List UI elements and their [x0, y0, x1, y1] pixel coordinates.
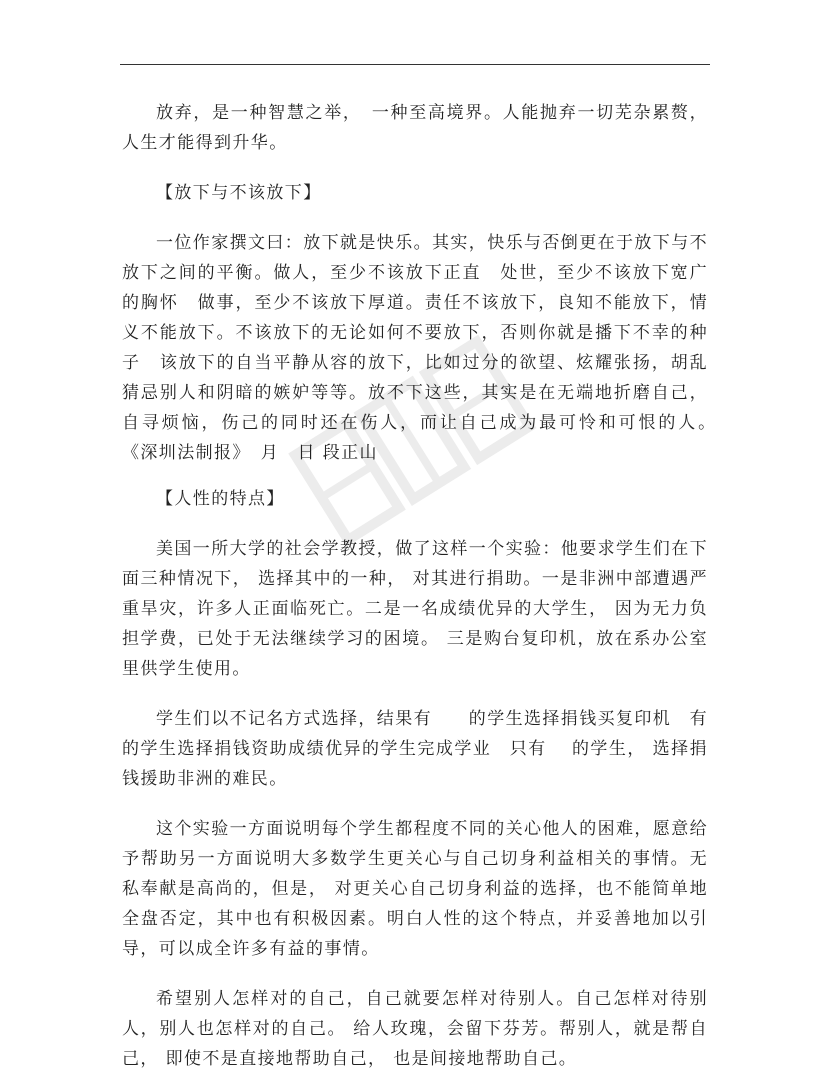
- paragraph-experiment: 美国一所大学的社会学教授，做了这样一个实验：他要求学生们在下面三种情况下， 选择其中的一种， 对其进行捐助。一是非洲中部遭遇严重旱灾，许多人正面临死亡。二是一名成绩优异的大学生， 因为无力负担学费，已处于无法继续学习的困境。 三是购台复印机，放在系办公室里供学生使用。: [122, 539, 708, 679]
- document-body: [122, 98, 745, 1074]
- header-rule: [120, 64, 710, 65]
- paragraph-analysis: 这个实验一方面说明每个学生都程度不同的关心他人的困难，愿意给予帮助另一方面说明大多数学生更关心与自己切身利益相关的事情。无私奉献是高尚的，但是， 对更关心自己切身利益的选择，也不能简单地全盘否定，其中也有积极因素。明白人性的这个特点，并妥善地加以引导，可以成全许多有益的事情。: [122, 819, 708, 959]
- heading-human-nature: 【人性的特点】: [156, 489, 285, 509]
- paragraph-treat-others: 希望别人怎样对的自己，自己就要怎样对待别人。自己怎样对待别人，别人也怎样对的自己。 给人玫瑰，会留下芬芳。帮别人，就是帮自己， 即使不是直接地帮助自己， 也是间接地帮助自己。: [122, 989, 708, 1069]
- paragraph-giving-up: 放弃，是一种智慧之举， 一种至高境界。人能抛弃一切芜杂累赘，人生才能得到升华。: [122, 103, 708, 153]
- paragraph-let-go-balance: 一位作家撰文曰：放下就是快乐。其实，快乐与否倒更在于放下与不放下之间的平衡。做人，至少不该放下正直 处世，至少不该放下宽广的胸怀 做事，至少不该放下厚道。责任不该放下，良知不能放下，情义不能放下。不该放下的无论如何不要放下，否则你就是播下不幸的种子 该放下的自当平静从容的放下，比如过分的欲望、炫耀张扬，胡乱猜忌别人和阴暗的嫉妒等等。放不下这些，其实是在无端地折磨自己，自寻烦恼，伤己的同时还在伤人，而让自己成为最可怜和可恨的人。 《深圳法制报》 月 日 段正山: [122, 233, 727, 463]
- paragraph-results: 学生们以不记名方式选择，结果有 的学生选择捐钱买复印机 有 的学生选择捐钱资助成绩优异的学生完成学业 只有 的学生， 选择捐钱援助非洲的难民。: [122, 709, 745, 789]
- heading-let-go: 【放下与不该放下】: [156, 183, 322, 203]
